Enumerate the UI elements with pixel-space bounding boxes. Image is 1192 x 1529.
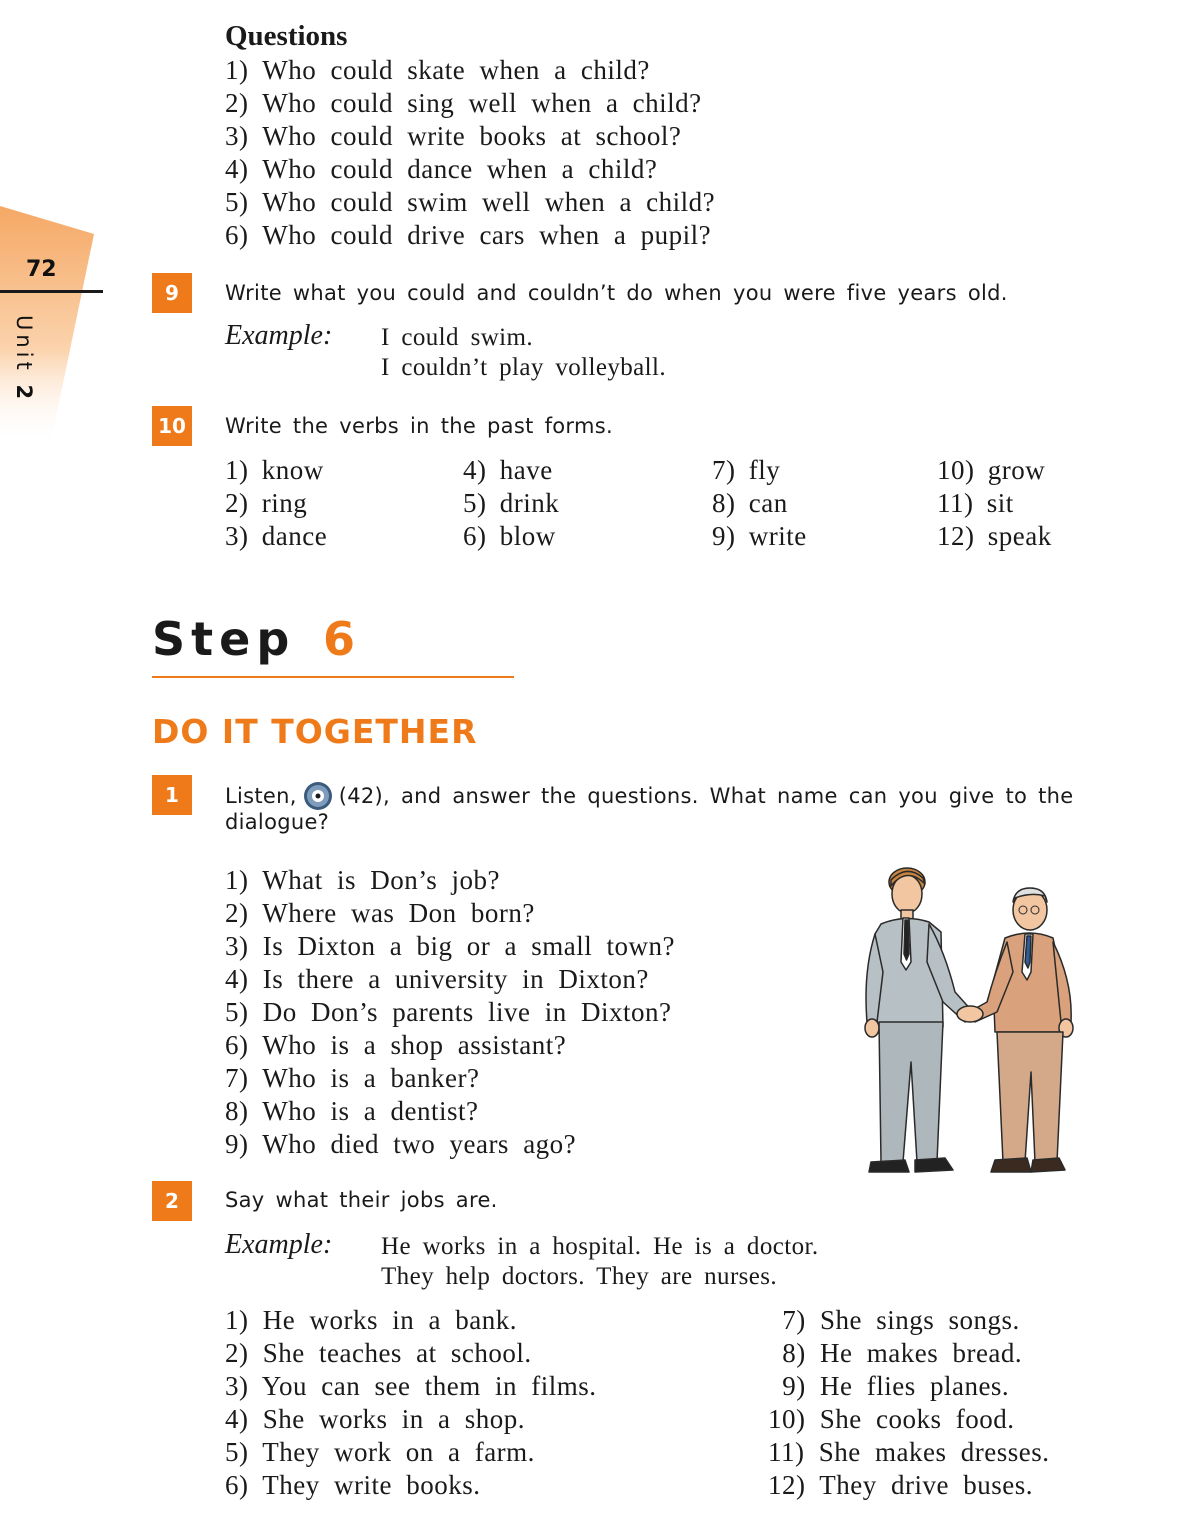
listening-question: 3) Is Dixton a big or a small town?	[225, 931, 675, 961]
verb-item: 9) write	[712, 521, 807, 551]
listening-question: 6) Who is a shop assistant?	[225, 1030, 567, 1060]
exercise-1-instruction	[225, 781, 1074, 811]
audio-cd-icon[interactable]	[303, 781, 333, 811]
exercise-9-example-line: I could swim.	[381, 324, 533, 351]
verb-item: 3) dance	[225, 521, 328, 551]
exercise-1-number: 1	[152, 775, 192, 815]
verb-item: 1) know	[225, 455, 324, 485]
verb-item: 6) blow	[463, 521, 556, 551]
listening-question: 2) Where was Don born?	[225, 898, 535, 928]
exercise-10-number: 10	[152, 406, 192, 446]
job-sentence: 1) He works in a bank.	[225, 1305, 517, 1335]
job-sentence: 7) She sings songs.	[768, 1305, 1020, 1335]
question-item: 4) Who could dance when a child?	[225, 154, 658, 184]
listening-question: 8) Who is a dentist?	[225, 1096, 479, 1126]
exercise-1-instruction-cont: dialogue?	[225, 810, 330, 834]
verb-item: 7) fly	[712, 455, 781, 485]
exercise-9-instruction: Write what you could and couldn’t do when you were five years old.	[225, 281, 1008, 305]
job-sentence: 5) They work on a farm.	[225, 1437, 535, 1467]
page-number-rule	[0, 290, 103, 293]
exercise-9-example-label: Example:	[225, 320, 333, 351]
question-item: 5) Who could swim well when a child?	[225, 187, 716, 217]
exercise-1-instruction-part: Listen,	[225, 784, 297, 808]
verb-item: 10) grow	[937, 455, 1046, 485]
verb-item: 12) speak	[937, 521, 1052, 551]
listening-question: 1) What is Don’s job?	[225, 865, 500, 895]
job-sentence: 10) She cooks food.	[768, 1404, 1015, 1434]
section-title: DO IT TOGETHER	[152, 712, 478, 751]
handshake-illustration	[845, 862, 1085, 1180]
exercise-1-instruction-part: (42), and answer the questions. What name can you give to the	[338, 784, 1074, 808]
step-heading-word: Step	[152, 612, 296, 666]
job-sentence: 2) She teaches at school.	[225, 1338, 532, 1368]
job-sentence: 12) They drive buses.	[768, 1470, 1033, 1500]
questions-title: Questions	[225, 20, 348, 52]
step-heading-number: 6	[323, 612, 356, 666]
job-sentence: 11) She makes dresses.	[768, 1437, 1050, 1467]
job-sentence: 4) She works in a shop.	[225, 1404, 525, 1434]
listening-question: 9) Who died two years ago?	[225, 1129, 577, 1159]
question-item: 3) Who could write books at school?	[225, 121, 682, 151]
exercise-9-example-line: I couldn’t play volleyball.	[381, 354, 667, 381]
page-number: 72	[26, 257, 57, 282]
question-item: 2) Who could sing well when a child?	[225, 88, 702, 118]
verb-item: 2) ring	[225, 488, 308, 518]
exercise-2-instruction: Say what their jobs are.	[225, 1188, 498, 1212]
exercise-2-example-line: They help doctors. They are nurses.	[381, 1263, 778, 1290]
unit-word: Unit	[12, 315, 36, 374]
job-sentence: 8) He makes bread.	[768, 1338, 1023, 1368]
step-heading-rule	[152, 676, 514, 678]
job-sentence: 3) You can see them in films.	[225, 1371, 597, 1401]
verb-item: 5) drink	[463, 488, 560, 518]
exercise-2-example-line: He works in a hospital. He is a doctor.	[381, 1233, 819, 1260]
job-sentence: 6) They write books.	[225, 1470, 481, 1500]
verb-item: 4) have	[463, 455, 553, 485]
job-sentence: 9) He flies planes.	[768, 1371, 1010, 1401]
unit-number: 2	[12, 384, 36, 404]
exercise-2-example-label: Example:	[225, 1229, 333, 1260]
listening-question: 4) Is there a university in Dixton?	[225, 964, 649, 994]
question-item: 6) Who could drive cars when a pupil?	[225, 220, 712, 250]
listening-question: 5) Do Don’s parents live in Dixton?	[225, 997, 672, 1027]
unit-label	[12, 315, 36, 403]
listening-question: 7) Who is a banker?	[225, 1063, 480, 1093]
exercise-10-instruction: Write the verbs in the past forms.	[225, 414, 613, 438]
question-item: 1) Who could skate when a child?	[225, 55, 650, 85]
verb-item: 11) sit	[937, 488, 1014, 518]
exercise-9-number: 9	[152, 273, 192, 313]
exercise-2-number: 2	[152, 1181, 192, 1221]
verb-item: 8) can	[712, 488, 788, 518]
